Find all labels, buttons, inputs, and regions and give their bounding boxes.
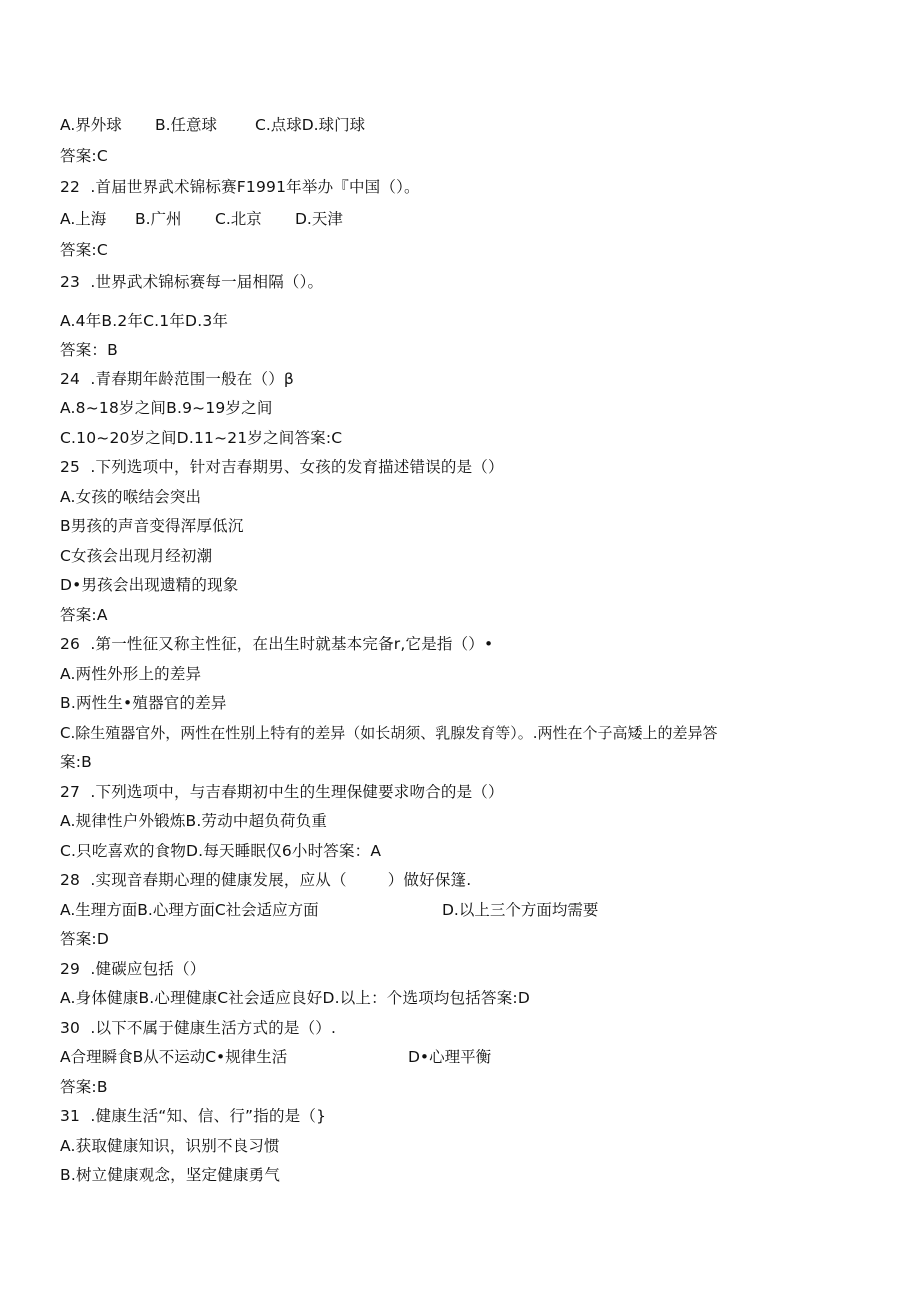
options-ab-q24: A.8~18岁之间B.9~19岁之间 — [60, 399, 273, 417]
options-cd-q27: C.只吃喜欢的食物D.每天睡眠仅6小时答案：A — [60, 842, 382, 860]
question-30: 30 .以下不属于健康生活方式的是（）. — [60, 1019, 337, 1037]
option-d-q22: D.天津 — [295, 210, 343, 228]
answer-q22: 答案:C — [60, 241, 108, 259]
option-a-q31: A.获取健康知识，识别不良习惯 — [60, 1137, 280, 1155]
option-a-q26: A.两性外形上的差异 — [60, 665, 202, 683]
question-24: 24 .青春期年龄范围一般在（）β — [60, 370, 294, 388]
answer-q26: 案:B — [60, 753, 92, 771]
question-22: 22 .首届世界武术锦标赛F1991年举办『中国（）。 — [60, 178, 420, 196]
option-d-q30: D•心理平衡 — [408, 1048, 492, 1066]
answer-q21: 答案:C — [60, 147, 108, 165]
answer-q28: 答案:D — [60, 930, 109, 948]
question-25: 25 .下列选项中，针对吉春期男、女孩的发育描述错误的是（） — [60, 458, 504, 476]
options-abc-q30: A合理瞬食B从不运动C•规律生活 — [60, 1048, 288, 1066]
question-23: 23 .世界武术锦标赛每一届相隔（）。 — [60, 273, 324, 291]
options-q29: A.身体健康B.心理健康C社会适应良好D.以上：个选项均包括答案:D — [60, 989, 530, 1007]
question-26: 26 .第一性征又称主性征，在出生时就基本完备r,它是指（）• — [60, 635, 494, 653]
option-a-q21: A.界外球 — [60, 116, 122, 134]
option-b-q21: B.任意球 — [155, 116, 218, 134]
question-27: 27 .下列选项中，与吉春期初中生的生理保健要求吻合的是（） — [60, 783, 504, 801]
option-c-q22: C.北京 — [215, 210, 262, 228]
question-31: 31 .健康生活“知、信、行”指的是（} — [60, 1107, 327, 1125]
option-d-q25: D•男孩会出现遗精的现象 — [60, 576, 239, 594]
option-b-q25: B男孩的声音变得浑厚低沉 — [60, 517, 244, 535]
options-cd-q24: C.10~20岁之间D.11~21岁之间答案:C — [60, 429, 343, 447]
answer-q23: 答案：B — [60, 341, 118, 359]
option-a-q25: A.女孩的喉结会突出 — [60, 488, 202, 506]
answer-q25: 答案:A — [60, 606, 108, 624]
option-b-q31: B.树立健康观念，坚定健康勇气 — [60, 1166, 281, 1184]
question-28: 28 .实现音春期心理的健康发展，应从（ ）做好保篷. — [60, 871, 472, 889]
option-a-q22: A.上海 — [60, 210, 107, 228]
option-cd-q21: C.点球D.球门球 — [255, 116, 366, 134]
option-cd-q26: C.除生殖器官外，两性在性别上特有的差异（如长胡须、乳腺发育等）。.两性在个子高矮上的差异答 — [60, 724, 718, 742]
option-b-q22: B.广州 — [135, 210, 182, 228]
option-b-q26: B.两性生•殖器官的差异 — [60, 694, 227, 712]
answer-q30: 答案:B — [60, 1078, 108, 1096]
question-29: 29 .健碳应包括（） — [60, 960, 206, 978]
option-c-q25: C女孩会出现月经初潮 — [60, 547, 213, 565]
options-q23: A.4年B.2年C.1年D.3年 — [60, 312, 229, 330]
options-ab-q27: A.规律性户外锻炼B.劳动中超负荷负重 — [60, 812, 328, 830]
options-abc-q28: A.生理方面B.心理方面C社会适应方面 — [60, 901, 319, 919]
option-d-q28: D.以上三个方面均需要 — [442, 901, 599, 919]
